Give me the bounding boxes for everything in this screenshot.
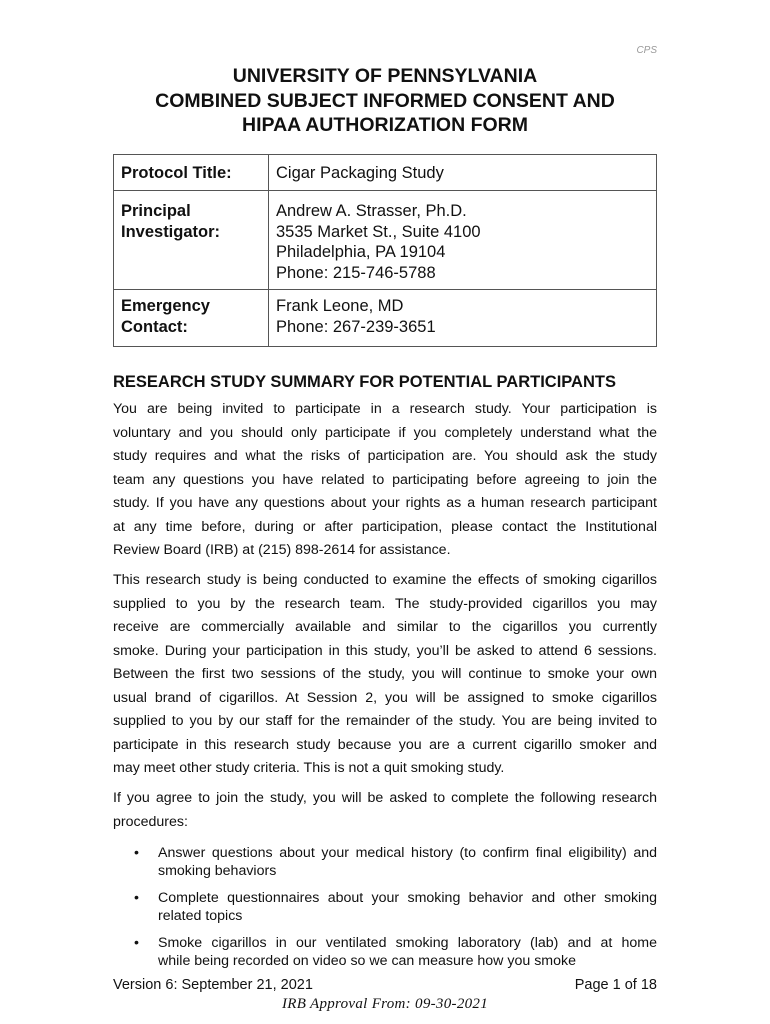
procedure-list bbox=[113, 845, 657, 980]
emergency-value: Frank Leone, MD Phone: 267-239-3651 bbox=[276, 297, 436, 336]
list-item: • Answer questions about your medical history (to confirm final eligibility) and smoking behaviors bbox=[134, 845, 657, 879]
corner-tag: CPS bbox=[636, 45, 657, 56]
summary-paragraph-2: This research study is being conducted to examine the effects of smoking cigarillos supplied to you by the research team. The study-provided cigarillos you may receive are commercially available and similar to the cigarillos you currently smoke. During your participation in this study, you’ll be asked to attend 6 sessions. Between the first two sessions of the study, you will continue to smoke your own usual brand of cigarillos. At Session 2, you will be assigned to smoke cigarillos supplied to you by our staff for the remainder of the study. You are being invited to participate in this research study because you are a current cigarillo smoker and may meet other study criteria. This is not a quit smoking study. bbox=[113, 572, 657, 776]
list-item: • Smoke cigarillos in our ventilated smoking laboratory (lab) and at home while being recorded on video so we can measure how you smoke bbox=[134, 935, 657, 969]
bullet-dot: • bbox=[134, 890, 139, 906]
protocol-label: Protocol Title: bbox=[121, 164, 232, 182]
emergency-row bbox=[114, 290, 657, 347]
protocol-value: Cigar Packaging Study bbox=[276, 164, 444, 182]
title-line: COMBINED SUBJECT INFORMED CONSENT AND bbox=[155, 89, 615, 112]
list-item: • Complete questionnaires about your smoking behavior and other smoking related topics bbox=[134, 890, 657, 924]
investigator-row bbox=[114, 191, 657, 290]
investigator-value: Andrew A. Strasser, Ph.D. 3535 Market St., Suite 4100 Philadelphia, PA 19104 Phone: 215-746-5788 bbox=[276, 202, 481, 282]
summary-paragraph-1: You are being invited to participate in a research study. Your participation is voluntary and you should only participate if you completely understand what the study requires and what the risks of participation are. You should ask the study team any questions you have related to participating before agreeing to join the study. If you have any questions about your rights as a human research participant at any time before, during or after participation, please contact the Institutional Review Board (IRB) at (215) 898-2614 for assistance. bbox=[113, 401, 657, 558]
bullet-dot: • bbox=[134, 845, 139, 861]
version-label: Version 6: September 21, 2021 bbox=[113, 977, 313, 993]
title-line: HIPAA AUTHORIZATION FORM bbox=[242, 114, 528, 136]
page-number: Page 1 of 18 bbox=[574, 977, 657, 993]
summary-heading: RESEARCH STUDY SUMMARY FOR POTENTIAL PARTICIPANTS bbox=[113, 373, 616, 391]
title-line: UNIVERSITY OF PENNSYLVANIA bbox=[232, 65, 538, 87]
irb-approval-stamp: IRB Approval From: 09-30-2021 bbox=[281, 996, 489, 1012]
page-footer bbox=[113, 977, 657, 993]
form-title bbox=[113, 64, 657, 138]
investigator-label: Principal Investigator: bbox=[121, 202, 221, 241]
protocol-row bbox=[114, 155, 657, 191]
summary-paragraph-3: If you agree to join the study, you will be asked to complete the following research procedures: bbox=[113, 790, 657, 830]
bullet-dot: • bbox=[134, 935, 139, 951]
emergency-label: Emergency Contact: bbox=[121, 297, 210, 336]
study-info-table bbox=[113, 154, 657, 347]
